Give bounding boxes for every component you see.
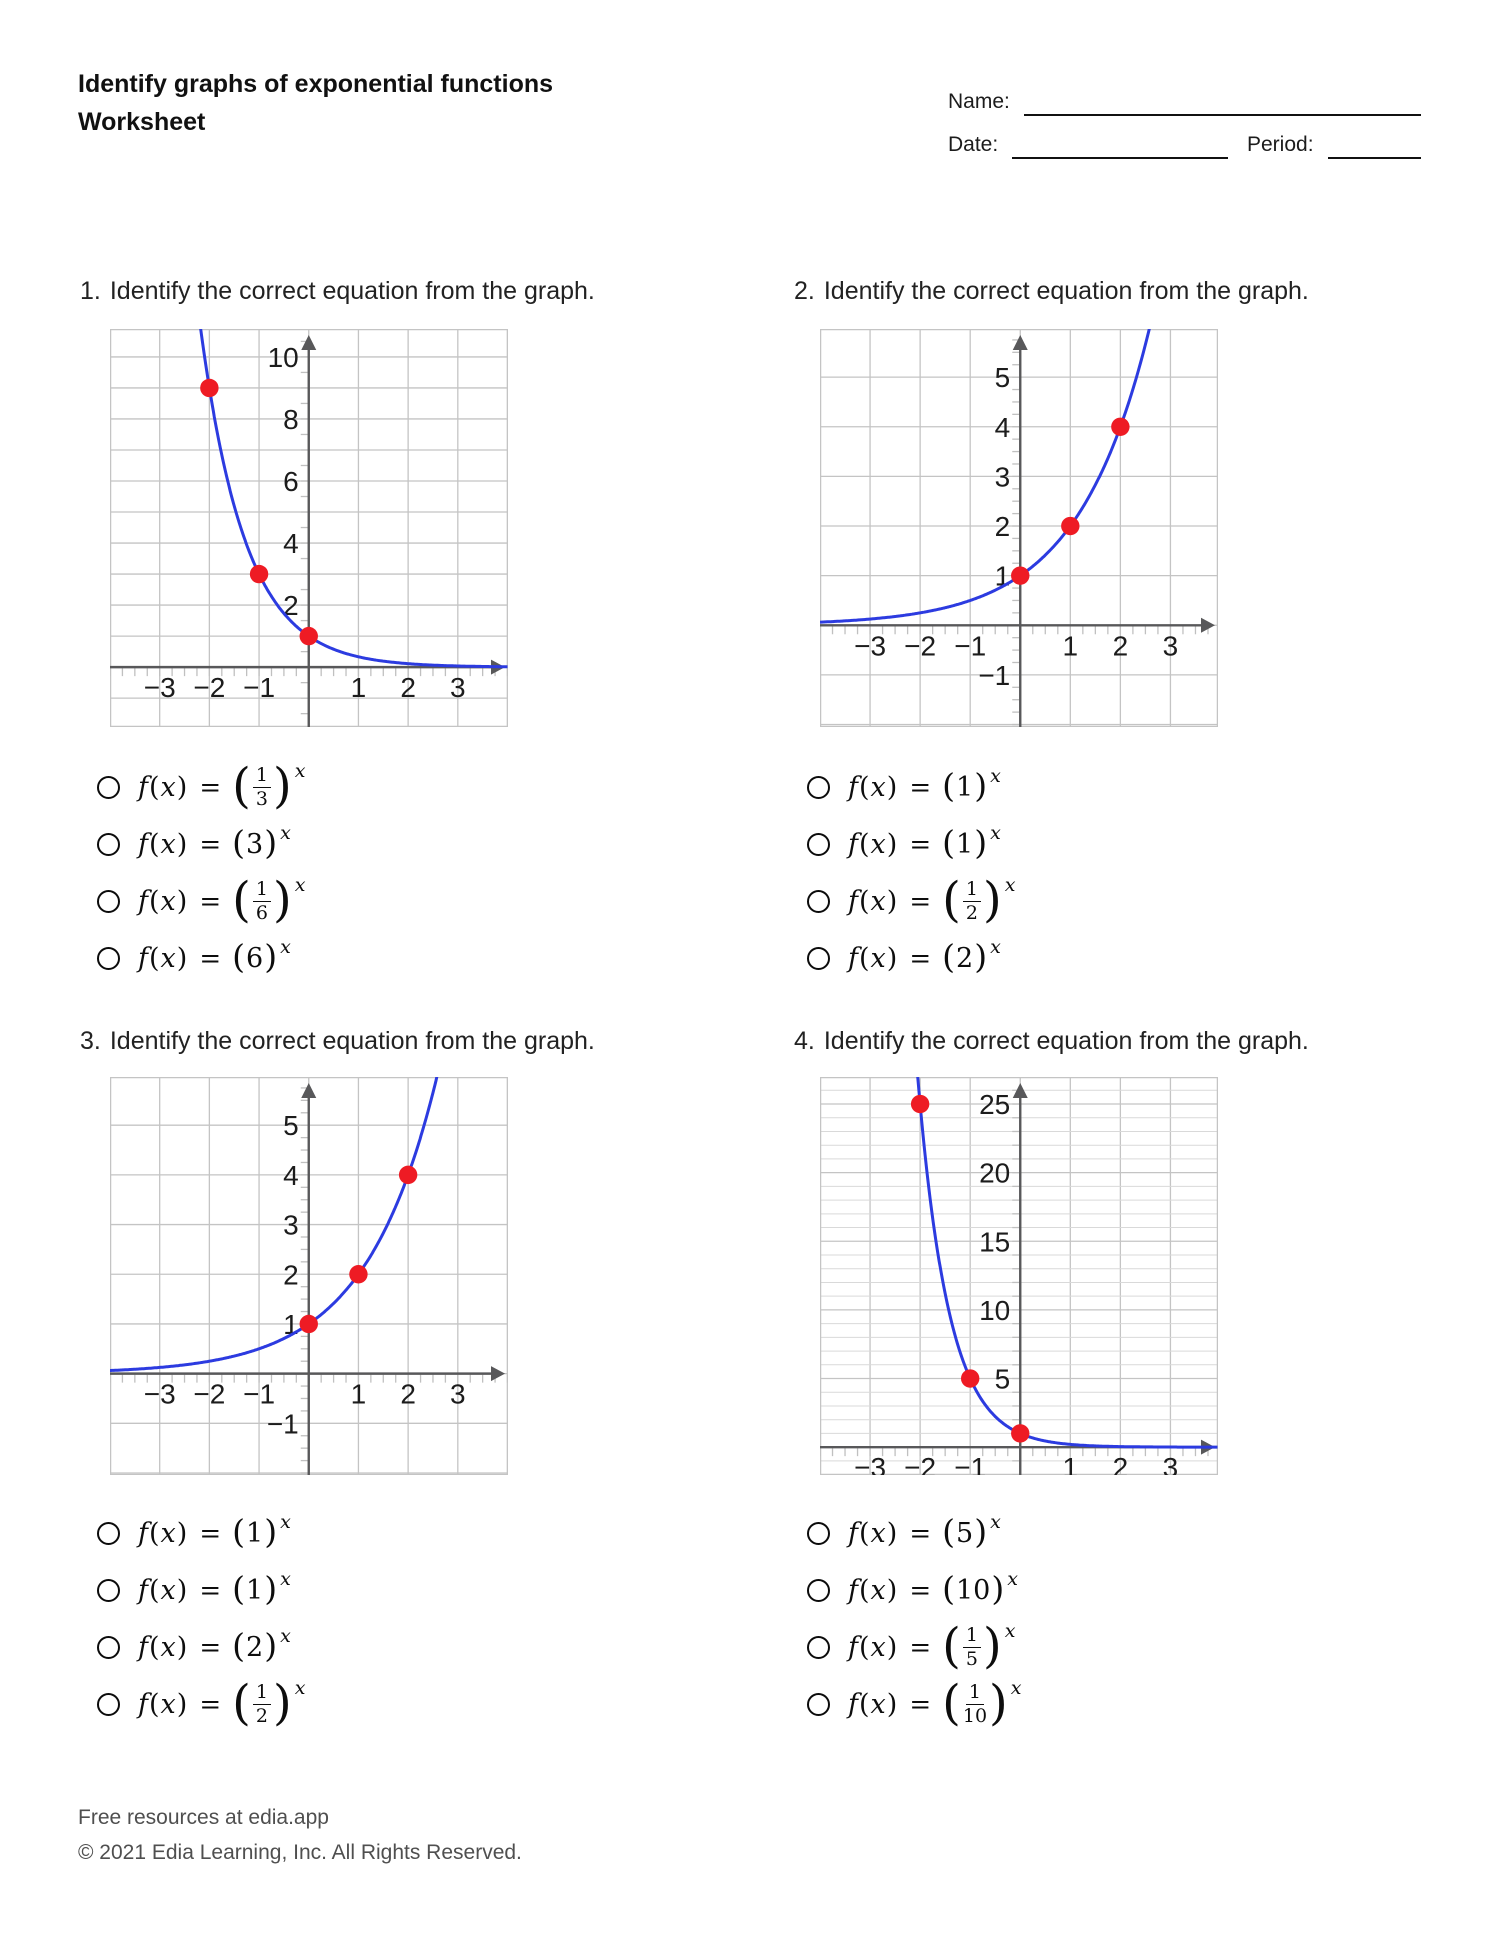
x-axis-label: 2 — [1112, 630, 1129, 662]
option-formula: f ( x ) = ( 2 ) x — [848, 936, 1001, 976]
x-axis-label: −3 — [143, 672, 176, 704]
graph-question-4 — [820, 1077, 1218, 1475]
options-question-2 — [807, 759, 1015, 987]
base-group: ( 1 ) — [232, 1569, 278, 1608]
question-4-prompt — [794, 1027, 1309, 1056]
date-label: Date: — [948, 133, 999, 156]
x-axis-label: −2 — [904, 630, 937, 662]
answer-option[interactable] — [807, 1676, 1022, 1733]
option-formula: f ( x ) = ( $\frac{1}{6}$ ) x — [138, 871, 306, 928]
y-axis-label: 2 — [283, 1259, 299, 1291]
y-axis-label: 1 — [283, 1308, 299, 1340]
radio-button[interactable] — [97, 890, 120, 913]
question-text: Identify the correct equation from the graph. — [823, 1027, 1309, 1055]
x-axis-label: 1 — [1062, 630, 1079, 662]
radio-button[interactable] — [807, 776, 830, 799]
footer-resources: Free resources at edia.app — [78, 1806, 329, 1829]
option-formula: f ( x ) = ( 1 ) x — [138, 1568, 291, 1608]
fraction: $\frac{1}{3}$ — [253, 766, 271, 809]
answer-option[interactable] — [97, 873, 305, 930]
base-group: ( 5 ) — [942, 1512, 988, 1551]
y-axis-label: 3 — [994, 461, 1011, 493]
base-group: ( 2 ) — [942, 937, 988, 976]
x-axis-label: 1 — [350, 1378, 367, 1410]
exponent: x — [990, 765, 1001, 787]
data-point — [349, 1265, 367, 1283]
exponent: x — [280, 822, 291, 844]
footer-copyright: © 2021 Edia Learning, Inc. All Rights Reserved. — [78, 1841, 522, 1864]
question-text: Identify the correct equation from the graph. — [109, 1027, 595, 1055]
graph-question-3 — [110, 1077, 508, 1475]
fraction: $\frac{1}{2}$ — [253, 1683, 271, 1726]
question-number: 3. — [80, 1027, 101, 1055]
option-formula: f ( x ) = ( $\frac{1}{5}$ ) x — [848, 1617, 1016, 1674]
y-axis-label: 8 — [283, 403, 299, 435]
y-axis-label: 5 — [994, 362, 1011, 394]
answer-option[interactable] — [807, 1505, 1022, 1562]
data-point — [1111, 418, 1129, 436]
exponent: x — [1010, 1677, 1022, 1699]
base-group: ( $\frac{1}{5}$ ) — [942, 1617, 1002, 1674]
radio-button[interactable] — [807, 1579, 830, 1602]
period-blank-line — [1328, 137, 1421, 159]
date-blank-line — [1012, 137, 1228, 159]
exponent: x — [280, 936, 291, 958]
base-group: ( $\frac{1}{2}$ ) — [942, 871, 1002, 928]
x-axis-label: −3 — [854, 630, 887, 662]
exponent: x — [990, 936, 1001, 958]
date-field-row — [948, 133, 1228, 159]
y-axis-label: 2 — [283, 590, 299, 622]
data-point — [1061, 517, 1079, 535]
option-formula: f ( x ) = ( 3 ) x — [138, 822, 291, 862]
x-axis-label: 2 — [1112, 1452, 1129, 1475]
function-graph — [110, 329, 508, 727]
radio-button[interactable] — [97, 1522, 120, 1545]
answer-option[interactable] — [807, 816, 1015, 873]
base-group: ( $\frac{1}{3}$ ) — [232, 757, 292, 814]
radio-button[interactable] — [97, 947, 120, 970]
option-formula: f ( x ) = ( 2 ) x — [138, 1625, 291, 1665]
answer-option[interactable] — [97, 816, 305, 873]
worksheet-title: Identify graphs of exponential functions — [78, 70, 554, 98]
exponent: x — [1007, 1568, 1018, 1590]
exponent: x — [280, 1568, 291, 1590]
x-axis-label: −1 — [243, 672, 276, 704]
option-formula: f ( x ) = ( 5 ) x — [848, 1511, 1001, 1551]
answer-option[interactable] — [97, 1562, 305, 1619]
option-formula: f ( x ) = ( 10 ) x — [848, 1568, 1018, 1608]
base-group: ( 3 ) — [232, 823, 278, 862]
y-axis-label: 25 — [979, 1089, 1011, 1121]
function-graph — [820, 1077, 1218, 1475]
data-point — [300, 1315, 318, 1333]
y-axis-label: 3 — [283, 1209, 299, 1241]
base-group: ( 2 ) — [232, 1626, 278, 1665]
x-axis-label: −1 — [954, 1452, 987, 1475]
y-axis-label: −1 — [266, 1408, 299, 1440]
question-1-prompt — [80, 277, 595, 306]
radio-button[interactable] — [807, 833, 830, 856]
exponent: x — [280, 1511, 291, 1533]
option-formula: f ( x ) = ( $\frac{1}{2}$ ) x — [138, 1674, 306, 1731]
base-group: ( 10 ) — [942, 1569, 1005, 1608]
y-axis-label: 6 — [283, 466, 299, 498]
x-axis-label: −3 — [143, 1378, 176, 1410]
option-formula: f ( x ) = ( 1 ) x — [848, 822, 1001, 862]
y-axis-label: 10 — [979, 1294, 1011, 1326]
base-group: ( 1 ) — [942, 766, 988, 805]
y-axis-arrow — [1013, 335, 1028, 350]
answer-option[interactable] — [97, 759, 305, 816]
y-axis-label: 15 — [979, 1226, 1011, 1258]
x-axis-label: 3 — [1162, 630, 1179, 662]
answer-option[interactable] — [807, 759, 1015, 816]
answer-option[interactable] — [807, 1619, 1022, 1676]
function-graph — [110, 1077, 508, 1475]
answer-option[interactable] — [97, 1505, 305, 1562]
exponent: x — [990, 822, 1001, 844]
data-point — [399, 1166, 417, 1184]
y-axis-label: 4 — [283, 528, 299, 560]
name-label: Name: — [948, 90, 1010, 113]
y-axis-label: 1 — [994, 560, 1011, 592]
x-axis-label: 3 — [450, 1378, 466, 1410]
radio-button[interactable] — [97, 1693, 120, 1716]
graph-question-1 — [110, 329, 508, 727]
answer-option[interactable] — [97, 1676, 305, 1733]
radio-button[interactable] — [97, 833, 120, 856]
x-axis-label: 2 — [400, 1378, 416, 1410]
data-point — [1011, 566, 1029, 584]
option-formula: f ( x ) = ( $\frac{1}{3}$ ) x — [138, 757, 306, 814]
option-formula: f ( x ) = ( $\frac{1}{10}$ ) x — [848, 1674, 1022, 1731]
y-axis-arrow — [301, 335, 316, 350]
x-axis-label: 3 — [1162, 1452, 1179, 1475]
radio-button[interactable] — [807, 1522, 830, 1545]
y-axis-label: 20 — [979, 1157, 1011, 1189]
y-axis-label: 5 — [994, 1363, 1011, 1395]
y-axis-label: 4 — [283, 1159, 299, 1191]
exponent: x — [294, 874, 306, 896]
exponential-curve — [188, 329, 508, 667]
x-axis-label: −2 — [904, 1452, 937, 1475]
worksheet-subtitle: Worksheet — [78, 108, 206, 136]
question-number: 2. — [794, 277, 815, 305]
x-axis-label: 3 — [450, 672, 466, 704]
y-axis-label: 2 — [994, 511, 1011, 543]
y-axis-label: 4 — [994, 411, 1011, 443]
fraction: $\frac{1}{5}$ — [963, 1626, 981, 1669]
option-formula: f ( x ) = ( $\frac{1}{2}$ ) x — [848, 871, 1016, 928]
question-number: 4. — [794, 1027, 815, 1055]
x-axis-arrow — [491, 1366, 505, 1381]
y-axis-label: 10 — [267, 341, 299, 373]
question-text: Identify the correct equation from the graph. — [109, 277, 595, 305]
x-axis-label: −2 — [193, 672, 226, 704]
function-graph — [820, 329, 1218, 727]
question-text: Identify the correct equation from the graph. — [823, 277, 1309, 305]
question-3-prompt — [80, 1027, 595, 1056]
option-formula: f ( x ) = ( 6 ) x — [138, 936, 291, 976]
period-field-row — [1247, 133, 1421, 159]
data-point — [911, 1095, 929, 1113]
data-point — [961, 1369, 979, 1387]
exponent: x — [1004, 874, 1016, 896]
x-axis-label: 1 — [350, 672, 367, 704]
x-axis-label: −2 — [193, 1378, 226, 1410]
x-axis-label: 2 — [400, 672, 416, 704]
data-point — [200, 379, 218, 397]
radio-button[interactable] — [97, 1636, 120, 1659]
answer-option[interactable] — [807, 873, 1015, 930]
question-2-prompt — [794, 277, 1309, 306]
answer-option[interactable] — [807, 1562, 1022, 1619]
answer-option[interactable] — [97, 1619, 305, 1676]
option-formula: f ( x ) = ( 1 ) x — [848, 765, 1001, 805]
x-axis-label: −1 — [954, 630, 987, 662]
exponent: x — [1004, 1620, 1016, 1642]
radio-button[interactable] — [807, 1693, 830, 1716]
radio-button[interactable] — [807, 947, 830, 970]
x-axis-label: 1 — [1062, 1452, 1079, 1475]
options-question-4 — [807, 1505, 1022, 1733]
base-group: ( $\frac{1}{6}$ ) — [232, 871, 292, 928]
exponent: x — [294, 1677, 306, 1699]
y-axis-label: −1 — [978, 659, 1011, 691]
data-point — [250, 565, 268, 583]
fraction: $\frac{1}{2}$ — [963, 880, 981, 923]
period-label: Period: — [1247, 133, 1314, 156]
x-axis-label: −3 — [854, 1452, 887, 1475]
y-axis-label: 5 — [283, 1110, 299, 1142]
name-field-row — [948, 90, 1421, 116]
radio-button[interactable] — [807, 890, 830, 913]
options-question-3 — [97, 1505, 305, 1733]
options-question-1 — [97, 759, 305, 987]
base-group: ( 1 ) — [232, 1512, 278, 1551]
answer-option[interactable] — [97, 930, 305, 987]
radio-button[interactable] — [807, 1636, 830, 1659]
base-group: ( $\frac{1}{10}$ ) — [942, 1674, 1008, 1731]
exponential-curve — [914, 1077, 1217, 1447]
base-group: ( 6 ) — [232, 937, 278, 976]
x-axis-label: −1 — [243, 1378, 276, 1410]
name-blank-line — [1024, 94, 1421, 116]
graph-question-2 — [820, 329, 1218, 727]
fraction: $\frac{1}{10}$ — [962, 1681, 988, 1727]
y-axis-arrow — [301, 1083, 316, 1098]
exponent: x — [294, 760, 306, 782]
exponent: x — [280, 1625, 291, 1647]
fraction: $\frac{1}{6}$ — [253, 880, 271, 923]
radio-button[interactable] — [97, 1579, 120, 1602]
answer-option[interactable] — [807, 930, 1015, 987]
base-group: ( $\frac{1}{2}$ ) — [232, 1674, 292, 1731]
question-number: 1. — [80, 277, 101, 305]
option-formula: f ( x ) = ( 1 ) x — [138, 1511, 291, 1551]
data-point — [300, 627, 318, 645]
base-group: ( 1 ) — [942, 823, 988, 862]
data-point — [1011, 1424, 1029, 1442]
radio-button[interactable] — [97, 776, 120, 799]
exponent: x — [990, 1511, 1001, 1533]
